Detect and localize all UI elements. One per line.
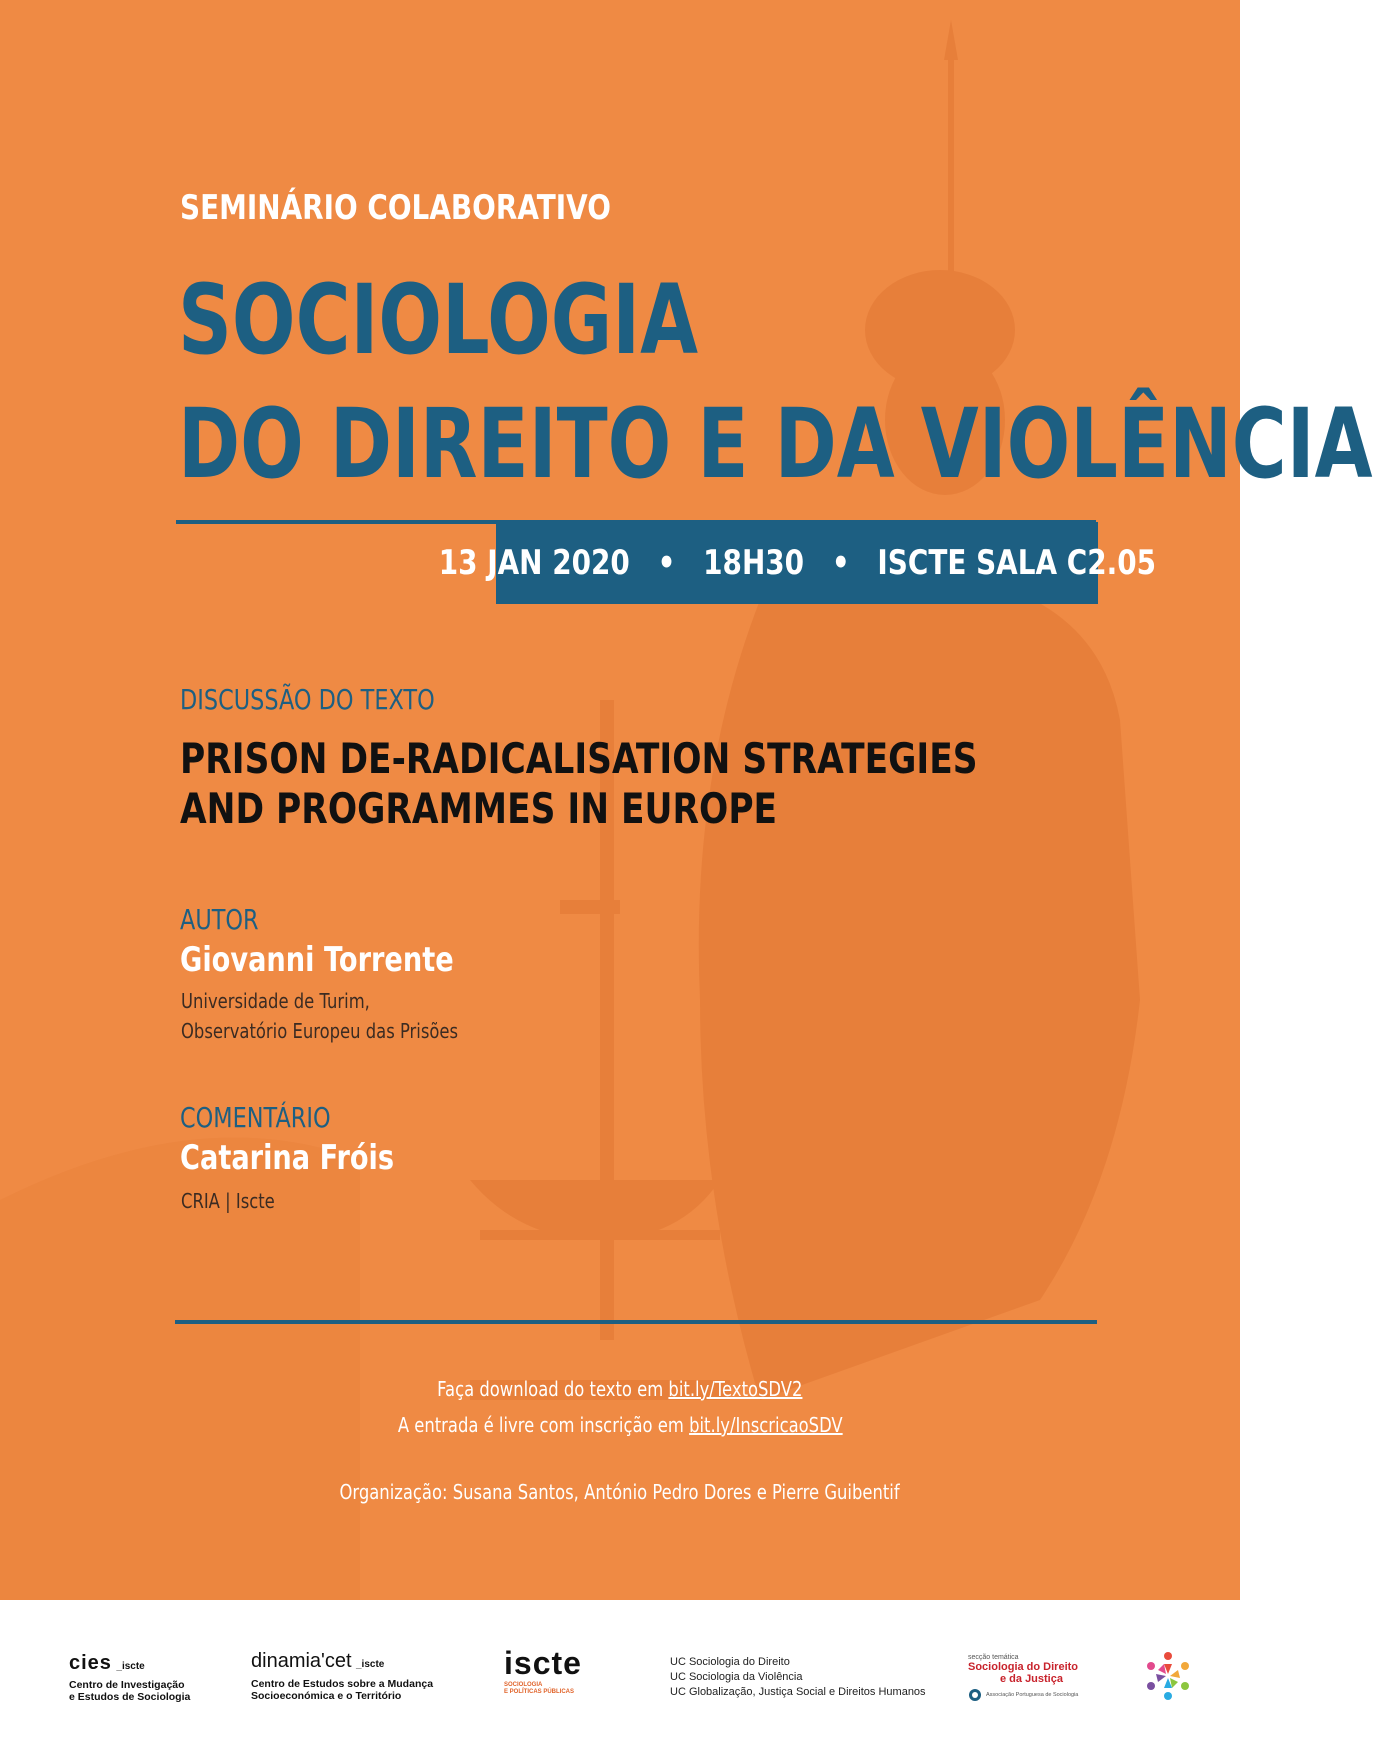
separator-dot: • <box>657 543 676 583</box>
commentator-affiliation: CRIA | Iscte <box>181 1189 275 1213</box>
organization-text: Organização: Susana Santos, António Pedro Dores e Pierre Guibentif <box>339 1480 901 1504</box>
cies-logo-line-1: Centro de Investigação <box>69 1679 185 1691</box>
sdj-section-logo <box>968 1654 1078 1702</box>
dinamia-cet-logo-line-2: Socioeconómica e o Território <box>251 1690 402 1702</box>
paper-title <box>180 734 978 834</box>
sdj-kicker: secção temática <box>968 1654 1019 1661</box>
author-affiliation-line-2: Observatório Europeu das Prisões <box>181 1019 459 1043</box>
partner-logo-strip <box>0 1600 1240 1754</box>
registration-text: A entrada é livre com inscrição em <box>397 1413 689 1437</box>
iscte-logo <box>504 1646 582 1696</box>
event-info-banner <box>438 522 1156 604</box>
iscte-logo-name: iscte <box>504 1645 582 1681</box>
sdj-line-2: e da Justiça <box>1000 1673 1063 1685</box>
title-line-1: SOCIOLOGIA <box>178 264 699 376</box>
sdj-association: Associação Portuguesa de Sociologia <box>986 1692 1079 1698</box>
event-date: 13 JAN 2020 <box>438 543 630 583</box>
cies-logo-line-2: e Estudos de Sociologia <box>69 1691 191 1703</box>
title-line-2: DO DIREITO E DA VIOLÊNCIA <box>178 388 1373 500</box>
cies-logo-name: cies <box>69 1652 112 1674</box>
people-circle-emblem-icon <box>1142 1650 1194 1702</box>
download-line <box>0 1377 1240 1401</box>
separator-dot: • <box>831 543 850 583</box>
uc-course-3: UC Globalização, Justiça Social e Direitos Humanos <box>670 1686 926 1698</box>
paper-title-line-2: AND PROGRAMMES IN EUROPE <box>180 784 778 833</box>
paper-title-line-1: PRISON DE-RADICALISATION STRATEGIES <box>180 734 978 783</box>
dinamia-cet-logo <box>251 1650 433 1702</box>
cies-logo <box>69 1652 190 1703</box>
uc-course-1: UC Sociologia do Direito <box>670 1656 790 1668</box>
registration-line <box>0 1413 1240 1437</box>
divider-bottom <box>175 1320 1097 1324</box>
author-affiliation-line-1: Universidade de Turim, <box>181 989 370 1013</box>
uc-course-2: UC Sociologia da Violência <box>670 1671 803 1683</box>
event-time: 18H30 <box>702 543 804 583</box>
author-affiliation <box>181 986 458 1046</box>
iscte-logo-line-1: SOCIOLOGIA <box>504 1682 543 1688</box>
download-text: Faça download do texto em <box>437 1377 669 1401</box>
aps-emblem-icon <box>968 1688 982 1702</box>
seminar-title <box>178 258 1373 506</box>
commentary-label: COMENTÁRIO <box>180 1101 331 1134</box>
event-location: ISCTE SALA C2.05 <box>877 543 1156 583</box>
organization-line <box>0 1480 1240 1504</box>
sdj-line-1: Sociologia do Direito <box>968 1661 1079 1673</box>
download-link[interactable]: bit.ly/TextoSDV2 <box>668 1377 803 1401</box>
dinamia-cet-logo-name: dinamia'cet <box>251 1650 352 1672</box>
iscte-logo-line-2: E POLÍTICAS PÚBLICAS <box>504 1689 575 1695</box>
author-name: Giovanni Torrente <box>180 940 454 980</box>
commentator-name: Catarina Fróis <box>180 1138 395 1178</box>
dinamia-cet-logo-line-1: Centro de Estudos sobre a Mudança <box>251 1678 434 1690</box>
registration-link[interactable]: bit.ly/InscricaoSDV <box>688 1413 843 1437</box>
author-label: AUTOR <box>180 903 259 936</box>
seminar-subtitle: SEMINÁRIO COLABORATIVO <box>180 188 611 228</box>
discussion-label: DISCUSSÃO DO TEXTO <box>180 683 435 716</box>
dinamia-cet-logo-suffix: _iscte <box>356 1659 385 1670</box>
cies-logo-suffix: _iscte <box>116 1661 145 1672</box>
uc-course-list <box>670 1655 926 1700</box>
